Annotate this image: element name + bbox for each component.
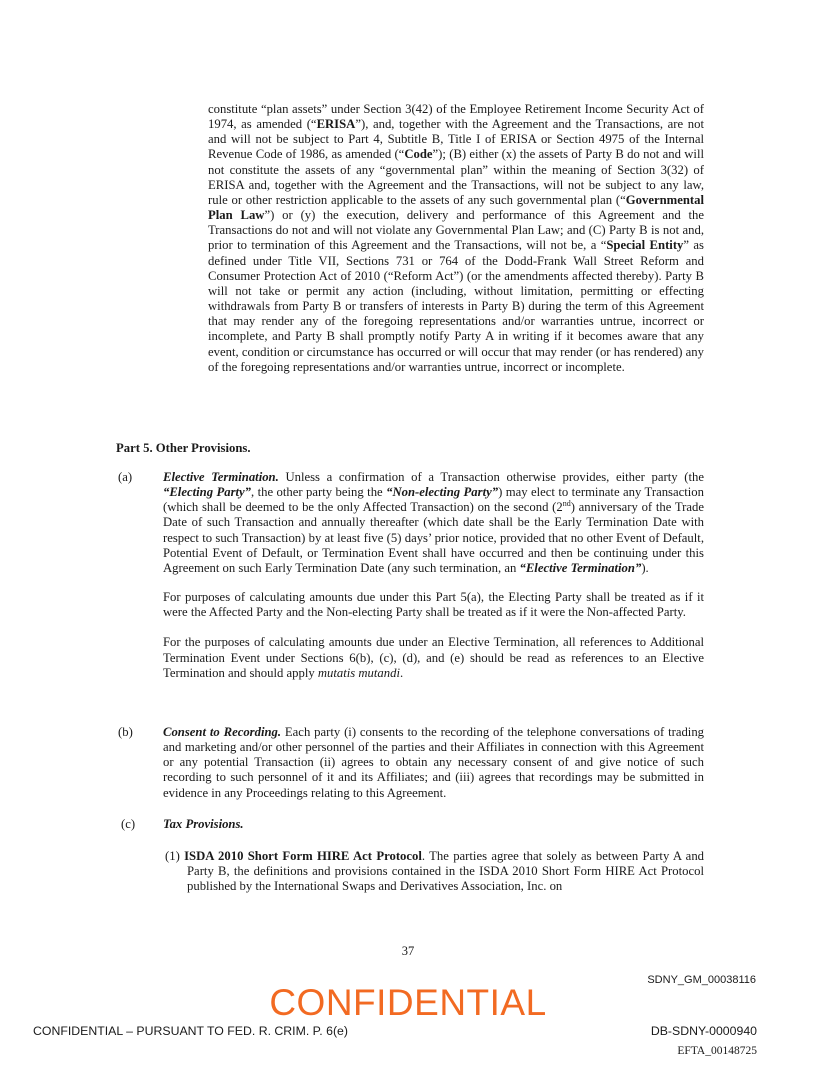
section-b-paragraph — [163, 725, 704, 801]
text-run: ”) or (y) the execution, delivery and performance of this Agreement and the Transactions do not and will not violate any Governmental Plan Law; and (C) Party B is not and, prior to termination of this Agreement and the Transactions, will not be, a “ — [208, 208, 704, 253]
efta-number: EFTA_00148725 — [677, 1045, 757, 1057]
defined-term-governmental-plan-law: Governmental Plan Law — [208, 192, 704, 223]
section-a-label: (a) — [118, 470, 133, 484]
section-c-item-1 — [165, 849, 704, 894]
text-run: ”), and, together with the Agreement and the Transactions, are not and will not be subject to Part 4, Subtitle B, Title I of ERISA or Section 4975 of the Internal Revenue Code of 1986, as amended (“ — [208, 117, 704, 162]
page-number: 37 — [401, 944, 415, 958]
latin-phrase: mutatis mutandi — [317, 665, 400, 680]
confidential-stamp: CONFIDENTIAL — [269, 982, 547, 1023]
section-c-label: (c) — [121, 817, 136, 831]
section-a-body — [163, 470, 704, 681]
text-run: ). — [641, 560, 649, 575]
part-heading: Part 5. Other Provisions. — [116, 441, 251, 455]
text-run: , the other party being the — [251, 485, 387, 500]
item-title: ISDA 2010 Short Form HIRE Act Protocol — [184, 849, 422, 863]
text-run: Each party (i) consents to the recording of the telephone conversations of trading and marketing and/or other personnel of the parties and their Affiliates in connection with this Agreement or any potential Transaction (ii) agrees to obtain any necessary consent of and give notice of such recording to such personnel of it and its Affiliates; and (iii) agrees that recordings may be submitted in evidence in any Proceedings relating to this Agreement. — [163, 725, 705, 800]
text-run: Unless a confirmation of a Transaction otherwise provides, either party (the — [278, 470, 704, 484]
text-run: ) anniversary of the Trade Date of such Transaction and annually thereafter (which date shall be the Early Termination Date with respect to such Transaction) by at least five (5) days’ prior notice, provided that no other Event of Default, Potential Event of Default, or Termination Event shall have occurred and then be continuing under this Agreement on such Early Termination Date (any such termination, an — [163, 500, 704, 575]
text-run: ” as defined under Title VII, Sections 731 or 764 of the Dodd-Frank Wall Street Reform and Consumer Protection Act of 2010 (“Reform Act”) (or the amendments affected thereby). Party B will not take or permit any action (including, without limitation, permitting or effecting withdrawals from Party B or transfers of interests in Party B) during the term of this Agreement that may render any of the foregoing representations and/or warranties untrue, incorrect or incomplete, and Party B shall promptly notify Party A in writing if it becomes aware that any event, condition or circumstance has occurred or will occur that may render (or has rendered) any of the foregoing representations and/or warranties untrue, incorrect or incomplete. — [208, 238, 704, 374]
text-run: . The parties agree that solely as between Party A and Party B, the definitions and provisions contained in the ISDA 2010 Short Form HIRE Act Protocol published by the International Swaps and Derivatives Association, Inc. on — [187, 849, 705, 894]
section-b-body — [163, 725, 704, 801]
item-number: (1) — [165, 849, 180, 863]
text-run: For the purposes of calculating amounts due under an Elective Termination, all references to Additional Termination Event under Sections 6(b), (c), (d), and (e) should be read as references to an Elective Termination and should apply — [163, 635, 704, 680]
section-b-label: (b) — [118, 725, 133, 739]
defined-term-code: Code — [404, 147, 433, 162]
section-a-paragraph-3 — [163, 635, 704, 680]
section-c-title: Tax Provisions. — [163, 817, 244, 831]
text-run: ) may elect to terminate any Transaction (which shall be deemed to be the only Affected Transaction) on the second (2 — [163, 485, 704, 515]
defined-term-non-electing-party: “Non-electing Party” — [386, 485, 499, 500]
section-a-paragraph-1 — [163, 470, 704, 576]
section-a-title: Elective Termination. — [163, 470, 279, 484]
defined-term-electing-party: “Electing Party” — [163, 485, 252, 500]
confidential-notice: CONFIDENTIAL – PURSUANT TO FED. R. CRIM. P. 6(e) — [33, 1024, 348, 1038]
text-run: ”); (B) either (x) the assets of Party B do not and will not constitute the assets of any “governmental plan” within the meaning of Section 3(32) of ERISA and, together with the Agreement and the Transactions, will not be subject to any law, rule or other restriction applicable to the assets of any such governmental plan (“ — [208, 147, 704, 207]
section-b-title: Consent to Recording. — [163, 725, 282, 739]
section-c-heading — [163, 817, 704, 832]
text-run: constitute “plan assets” under Section 3(42) of the Employee Retirement Income Security Act of 1974, as amended (“ — [208, 102, 704, 132]
text-run: . — [399, 665, 404, 680]
bates-number-gm: SDNY_GM_00038116 — [647, 974, 756, 986]
continuation-paragraph — [208, 102, 704, 375]
bates-number-db: DB-SDNY-0000940 — [650, 1024, 757, 1038]
defined-term-erisa: ERISA — [316, 117, 356, 132]
section-a-paragraph-2: For purposes of calculating amounts due under this Part 5(a), the Electing Party shall be treated as if it were the Affected Party and the Non-electing Party shall be treated as if it were the Non-affected Party. — [163, 590, 704, 620]
defined-term-special-entity: Special Entity — [606, 238, 684, 253]
defined-term-elective-termination: “Elective Termination” — [519, 560, 642, 575]
superscript-nd: nd — [562, 499, 571, 509]
